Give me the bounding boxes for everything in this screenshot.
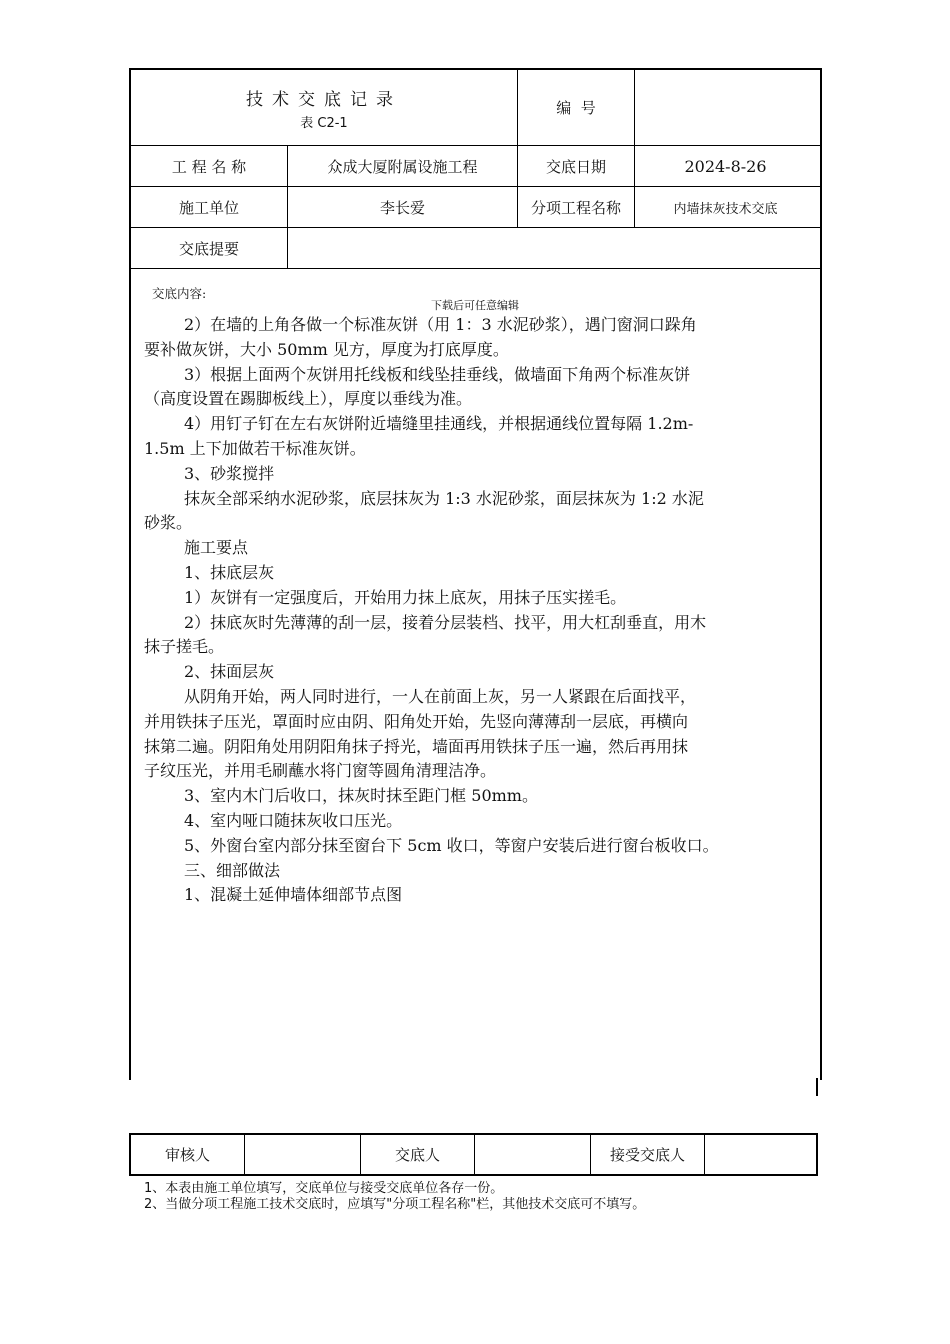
footnotes bbox=[144, 1181, 645, 1213]
content-line: 抹灰全部采纳水泥砂浆，底层抹灰为 1:3 水泥砂浆，面层抹灰为 1:2 水泥 bbox=[184, 488, 704, 508]
content-line: 3、室内木门后收口，抹灰时抹至距门框 50mm。 bbox=[184, 786, 538, 806]
number-label: 编 号 bbox=[556, 99, 596, 117]
reviewer-label: 审核人 bbox=[164, 1146, 210, 1164]
content-body bbox=[144, 313, 799, 908]
summary-label: 交底提要 bbox=[178, 239, 239, 258]
form-title: 技术交底记录 bbox=[246, 89, 402, 110]
number-value bbox=[635, 70, 816, 145]
content-line: 砂浆。 bbox=[144, 513, 193, 533]
content-line: 子纹压光，并用毛刷蘸水将门窗等圆角清理洁净。 bbox=[144, 761, 497, 781]
row-divider bbox=[129, 268, 820, 269]
content-line: 5、外窗台室内部分抹至窗台下 5cm 收口，等窗户安装后进行窗台板收口。 bbox=[184, 835, 719, 855]
date-label: 交底日期 bbox=[545, 157, 606, 176]
project-name-label: 工 程 名 称 bbox=[171, 157, 247, 176]
footnote: 1、本表由施工单位填写，交底单位与接受交底单位各存一份。 bbox=[144, 1181, 504, 1196]
reviewer-value bbox=[245, 1135, 360, 1174]
footnote: 2、当做分项工程施工技术交底时，应填写"分项工程名称"栏，其他技术交底可不填写。 bbox=[144, 1197, 646, 1212]
content-line: 并用铁抹子压光，罩面时应由阴、阳角处开始，先竖向薄薄刮一层底，再横向 bbox=[144, 711, 689, 731]
form-header bbox=[131, 70, 517, 145]
content-line: 3）根据上面两个灰饼用托线板和线坠挂垂线，做墙面下角两个标准灰饼 bbox=[184, 364, 691, 384]
receiver-label: 接受交底人 bbox=[609, 1146, 685, 1164]
content-line: 3、砂浆搅拌 bbox=[184, 463, 275, 483]
discloser-value bbox=[475, 1135, 590, 1174]
summary-value bbox=[288, 228, 816, 268]
content-line: 抹子搓毛。 bbox=[144, 637, 225, 657]
content-line: 4、室内哑口随抹灰收口压光。 bbox=[184, 810, 403, 830]
subproject-label: 分项工程名称 bbox=[530, 198, 621, 217]
signature-row bbox=[129, 1133, 818, 1176]
content-line: 三、细部做法 bbox=[184, 860, 281, 880]
watermark: 下载后可任意编辑 bbox=[431, 299, 519, 312]
content-line: 4）用钉子钉在左右灰饼附近墙缝里挂通线，并根据通线位置每隔 1.2m- bbox=[184, 414, 694, 434]
form-frame-tail bbox=[816, 1078, 818, 1096]
content-line: 从阴角开始，两人同时进行，一人在前面上灰，另一人紧跟在后面找平， bbox=[184, 686, 697, 706]
content-line: 2）抹底灰时先薄薄的刮一层，接着分层装档、找平，用大杠刮垂直，用木 bbox=[184, 612, 707, 632]
subproject-value: 内墙抹灰技术交底 bbox=[673, 201, 778, 217]
content-line: （高度设置在踢脚板线上），厚度以垂线为准。 bbox=[144, 389, 473, 409]
content-line: 1、混凝土延伸墙体细部节点图 bbox=[184, 885, 403, 905]
date-value: 2024-8-26 bbox=[684, 156, 767, 176]
construction-unit-value: 李长爱 bbox=[379, 198, 425, 217]
content-line: 施工要点 bbox=[184, 538, 249, 558]
content-line: 1.5m 上下加做若干标准灰饼。 bbox=[144, 438, 366, 458]
project-name-value: 众成大厦附属设施工程 bbox=[327, 157, 478, 176]
content-line: 2）在墙的上角各做一个标准灰饼（用 1：3 水泥砂浆），遇门窗洞口跺角 bbox=[184, 315, 697, 334]
content-line: 1）灰饼有一定强度后，开始用力抹上底灰，用抹子压实搓毛。 bbox=[184, 587, 627, 607]
discloser-label: 交底人 bbox=[394, 1146, 440, 1164]
content-line: 1、抹底层灰 bbox=[184, 562, 275, 582]
construction-unit-label: 施工单位 bbox=[178, 198, 239, 217]
content-label: 交底内容: bbox=[152, 286, 207, 301]
content-line: 要补做灰饼，大小 50mm 见方，厚度为打底厚度。 bbox=[144, 339, 509, 359]
content-line: 2、抹面层灰 bbox=[184, 662, 275, 682]
form-number: 表 C2-1 bbox=[300, 115, 348, 131]
content-line: 抹第二遍。阴阳角处用阴阳角抹子捋光，墙面再用铁抹子压一遍，然后再用抹 bbox=[144, 736, 689, 756]
receiver-value bbox=[705, 1135, 816, 1174]
